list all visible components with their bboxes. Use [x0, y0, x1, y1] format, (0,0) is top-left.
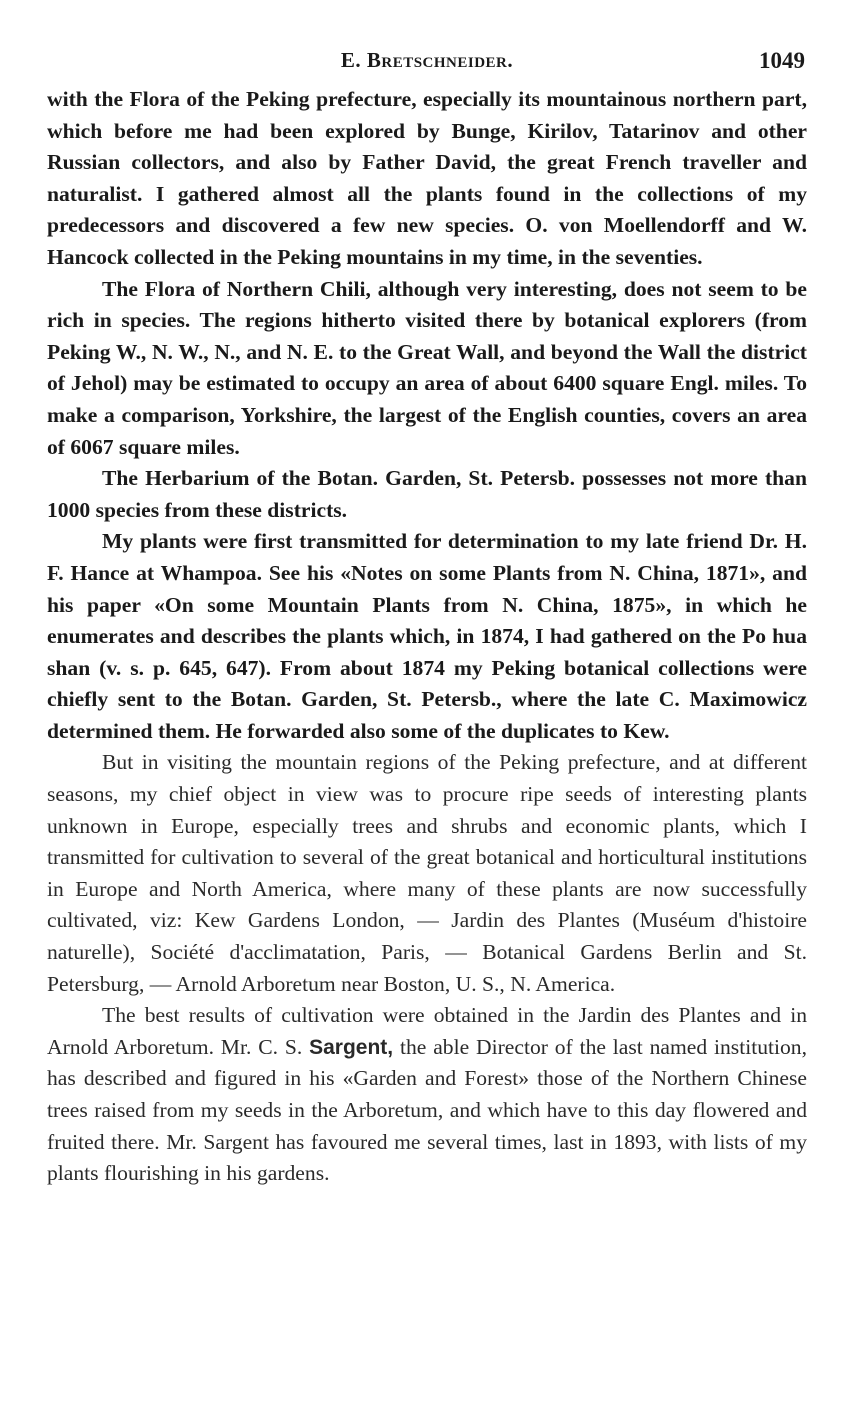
paragraph-continuation: with the Flora of the Peking prefecture, especially its mountainous northern part, which before me had been explored by Bunge, Kirilov, Tatarinov and other Russian collectors, and also by Father David, the great French traveller and naturalist. I gathered almost all the plants found in the collections of my predecessors and discovered a few new species. O. von Moellendorff and W. Hancock collected in the Peking mountains in my time, in the seventies. [47, 87, 807, 269]
regular-text-section [47, 747, 807, 1189]
paragraph-flora-northern-chili: The Flora of Northern Chili, although very interesting, does not seem to be rich in species. The regions hitherto visited there by botanical explorers (from Peking W., N. W., N., and N. E. to the Great Wall, and beyond the Wall the district of Jehol) may be estimated to occupy an area of about 6400 square Engl. miles. To make a comparison, Yorkshire, the largest of the English counties, covers an area of 6067 square miles. [47, 276, 807, 459]
author-name: E. Bretschneider. [340, 48, 514, 72]
page-header [47, 40, 807, 84]
page-number: 1049 [759, 48, 805, 73]
paragraph-seeds: But in visiting the mountain regions of the Peking prefecture, and at different seasons, my chief object in view was to procure ripe seeds of interesting plants unknown in Europe, especially trees and shrubs and economic plants, which I transmitted for cultivation to several of the great botanical and horticultural institutions in Europe and North America, where many of these plants are now successfully cultivated, viz: Kew Gardens London, — Jardin des Plantes (Muséum d'histoire naturelle), Société d'acclimatation, Paris, — Botanical Gardens Berlin and St. Petersburg, — Arnold Arboretum near Boston, U. S., N. America. [47, 750, 807, 996]
sargent-name: Sargent, [309, 1035, 394, 1059]
running-head [47, 48, 807, 73]
body-text [47, 84, 807, 1190]
cultivation-text-before: The best results of cultivation were obtained in the Jardin des Plantes and in Arnold Arboretum. Mr. C. S. [47, 1003, 807, 1059]
bold-text-section [47, 84, 807, 747]
paragraph-hance: My plants were first transmitted for determination to my late friend Dr. H. F. Hance at Whampoa. See his «Notes on some Plants from N. China, 1871», and his paper «On some Mountain Plants from N. China, 1875», in which he enumerates and describes the plants which, in 1874, I had gathered on the Po hua shan (v. s. p. 645, 647). From about 1874 my Peking botanical collections were chiefly sent to the Botan. Garden, St. Petersb., where the late C. Maximowicz determined them. He forwarded also some of the duplicates to Kew. [47, 529, 807, 743]
paragraph-herbarium: The Herbarium of the Botan. Garden, St. Petersb. possesses not more than 1000 species from these districts. [47, 466, 807, 522]
cultivation-text-after: the able Director of the last named institution, has described and figured in his «Garden and Forest» those of the Northern Chinese trees raised from my seeds in the Arboretum, and which have to this day flowered and fruited there. Mr. Sargent has favoured me several times, last in 1893, with lists of my plants flourishing in his gardens. [47, 1034, 807, 1186]
book-page [47, 40, 807, 1190]
paragraph-cultivation [47, 1000, 807, 1190]
